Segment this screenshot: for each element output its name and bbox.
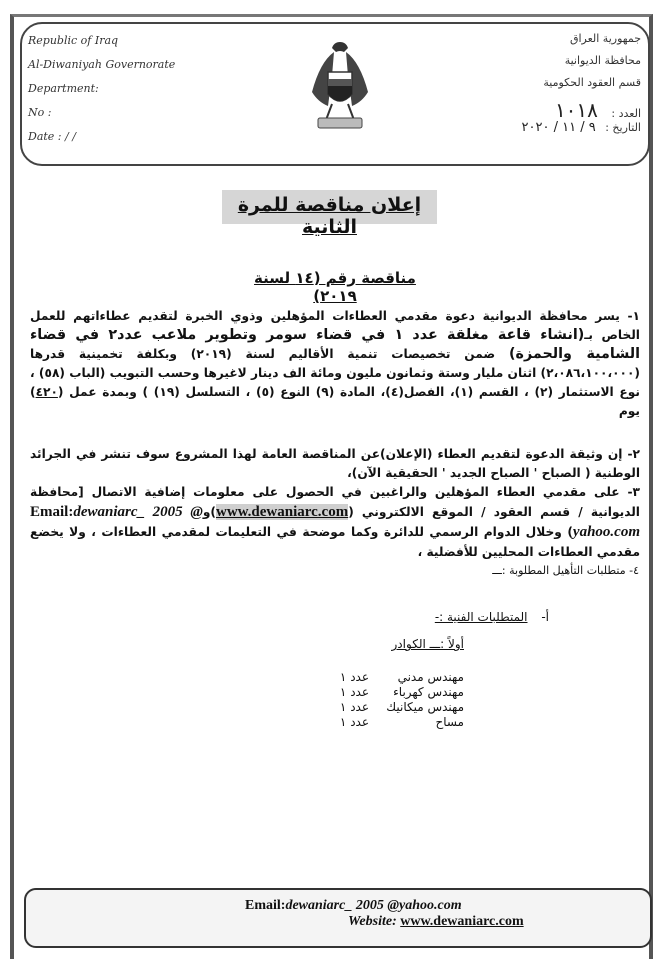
footer-website-link[interactable]: www.dewaniarc.com [400, 914, 524, 929]
date-value: ٩ / ١١ / ٢٠٢٠ [521, 120, 596, 135]
email-domain: yahoo.com [572, 524, 640, 540]
paragraph-1-intro: ١- يسر محافظة الديوانية دعوة مقدمي العطاءات المؤهلين وذوي الخبرة لتقديم عطاءاتهم للعمل الخاص بـ [30, 309, 640, 342]
staff-count: عدد ١ [339, 685, 369, 699]
republic-ar: جمهورية العراق [569, 32, 641, 45]
staff-role: مهندس كهرباء [393, 685, 464, 699]
work-duration: ٤٢٠ [35, 385, 58, 399]
letterhead-arabic [522, 32, 641, 142]
technical-requirements [435, 610, 549, 624]
footer-website-label: Website: [348, 914, 397, 929]
paragraph-3-intro: ٣- على مقدمي العطاء المؤهلين والراغبين في الحصول على معلومات إضافية الاتصال [محافظة الديوانية / قسم العقود / الموقع الالكتروني ( [30, 485, 640, 519]
footer-email[interactable] [245, 898, 462, 914]
website-link[interactable]: www.dewaniarc.com [215, 504, 349, 520]
staff-list [309, 670, 464, 730]
email-prefix: Email: [30, 504, 74, 520]
paragraph-1-details: ضمن تخصيصات تنمية الأقاليم لسنة (٢٠١٩) وبكلفة تخمينية قدرها (٢،٠٨٦،١٠٠،٠٠٠) اثنان مليار وستة وثمانون مليون ومائة الف دينار لاغيرها وحسب التبويب (الباب (٥٨) ، نوع الاستثمار (٢) ، القسم (١)، الفصل(٤)، المادة (٩) النوع (٥) ، التسلسل (١٩) ) وبمدة عمل ( [30, 347, 640, 399]
staff-count: عدد ١ [339, 700, 369, 714]
date-label: التاريخ : [605, 121, 641, 134]
paragraph-1 [30, 307, 640, 421]
footer-box [24, 888, 652, 948]
footer-email-label: Email: [245, 898, 286, 913]
staff-row [309, 700, 464, 715]
section-a-marker: أ- [541, 610, 549, 624]
project-name: (انشاء قاعة مغلقة عدد ١ في قضاء سومر وتطوير ملاعب عدد٢ في قضاء الشامية والحمزة) [30, 327, 641, 362]
tender-number: مناقصة رقم (١٤ لسنة ٢٠١٩) [254, 269, 416, 305]
number-ar [522, 98, 641, 120]
email-user: dewaniarc_ 2005 @ [73, 504, 203, 520]
footer-email-value: dewaniarc_ 2005 @yahoo.com [285, 898, 462, 913]
paragraph-1-end: ) يوم [30, 385, 640, 418]
staff-role: مساح [435, 715, 464, 729]
footer-website [348, 914, 524, 930]
governorate-en: Al-Diwaniyah Governorate [28, 58, 176, 71]
paragraph-3-rest: ) وخلال الدوام الرسمي للدائرة وكما موضحة في التعليمات لمقدمي العطاءات ، ولا يخضع مقدمي العطاءات المحليين للأفضلية ، [30, 525, 640, 559]
paragraph-2: ٢- إن وثيقة الدعوة لتقديم العطاء (الإعلان)عن المناقصة العامة لهذا المشروع سوف تنشر في الجرائد الوطنية ( الصباح ' الصباح الجديد ' الحقيقية الآن)، [30, 447, 640, 480]
staff-row [309, 685, 464, 700]
department-ar: قسم العقود الحكومية [543, 76, 641, 89]
staff-role: مهندس مدني [397, 670, 464, 684]
staff-role: مهندس ميكانيك [386, 700, 464, 714]
staff-count: عدد ١ [339, 715, 369, 729]
number-label: العدد : [611, 107, 641, 120]
paragraph-3 [30, 482, 640, 562]
number-value: ١٠١٨ [554, 98, 598, 122]
number-en: No : [28, 106, 52, 119]
department-en: Department: [28, 82, 99, 95]
eagle-emblem-icon [304, 38, 376, 138]
cadre-heading: أولاً :ـــ الكوادر [391, 637, 464, 651]
qualification-requirements: ٤- متطلبات التأهيل المطلوبة :ـــ [492, 564, 639, 577]
staff-row [309, 670, 464, 685]
date-en: Date : / / [28, 130, 76, 143]
section-a-label: المتطلبات الفنية :- [434, 610, 528, 624]
staff-count: عدد ١ [339, 670, 369, 684]
date-ar [522, 120, 641, 142]
republic-en: Republic of Iraq [28, 34, 119, 47]
letterhead-english [28, 34, 175, 154]
governorate-ar: محافظة الديوانية [564, 54, 641, 67]
staff-row [309, 715, 464, 730]
paragraph-3-conj: )و [202, 505, 216, 519]
page-title: إعلان مناقصة للمرة الثانية [237, 194, 422, 238]
